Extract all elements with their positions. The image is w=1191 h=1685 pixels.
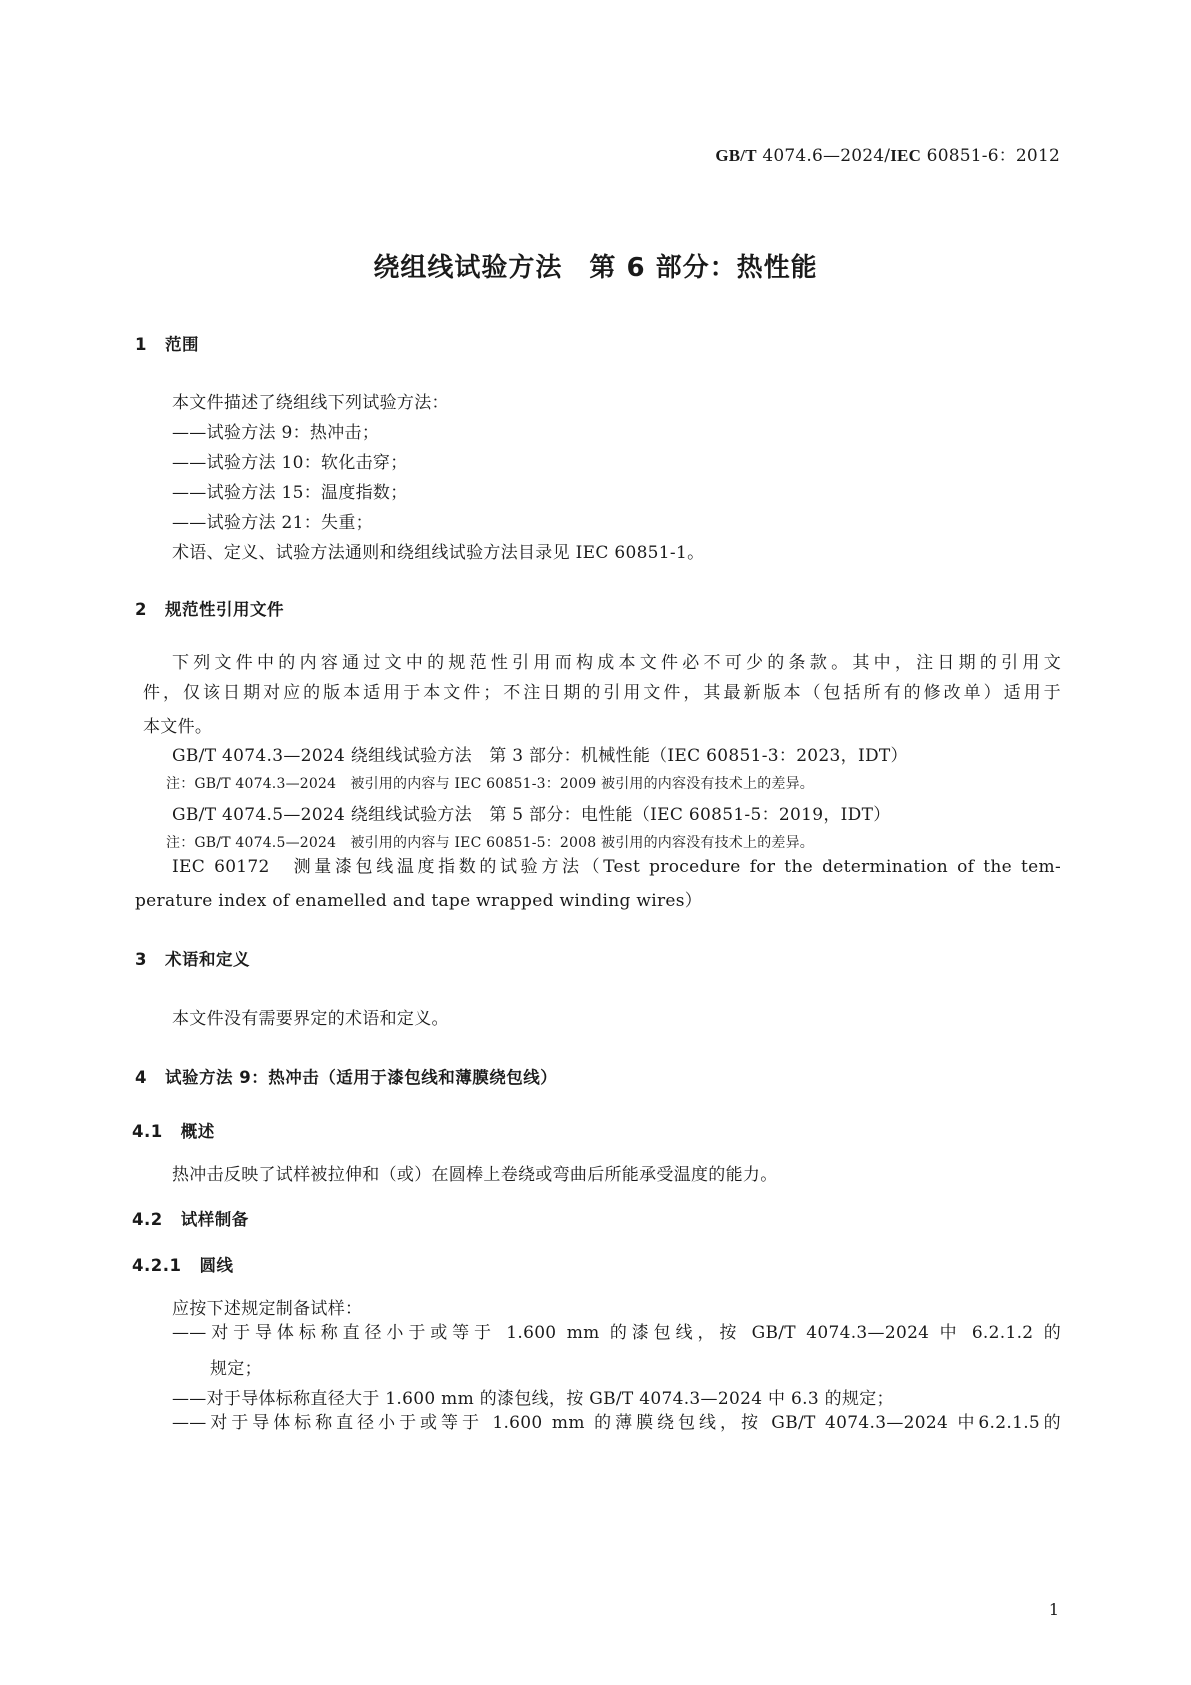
section-4-heading: 4 试验方法 9：热冲击（适用于漆包线和薄膜绕包线）	[135, 1068, 558, 1087]
document-title: 绕组线试验方法 第 6 部分：热性能	[373, 253, 818, 283]
list-item: ——试验方法 15：温度指数；	[172, 483, 408, 503]
reference-note: 注：GB/T 4074.5—2024 被引用的内容与 IEC 60851-5：2008 被引用的内容没有技术上的差异。	[166, 835, 815, 851]
section-1-intro: 本文件描述了绕组线下列试验方法：	[172, 393, 449, 413]
list-item: ——对于导体标称直径大于 1.600 mm 的漆包线，按 GB/T 4074.3—2024 中 6.3 的规定；	[172, 1389, 894, 1409]
reference-entry: GB/T 4074.5—2024 绕组线试验方法 第 5 部分：电性能（IEC 60851-5：2019，IDT）	[172, 805, 891, 825]
section-3-heading: 3 术语和定义	[135, 950, 250, 969]
section-4-1-heading: 4.1 概述	[132, 1122, 215, 1141]
section-4-2-1-intro: 应按下述规定制备试样：	[172, 1299, 363, 1319]
list-item: ——试验方法 9：热冲击；	[172, 423, 380, 443]
reference-entry-cont: perature index of enamelled and tape wrapped winding wires）	[135, 891, 703, 911]
section-4-2-1-heading: 4.2.1 圆线	[132, 1256, 234, 1275]
section-3-text: 本文件没有需要界定的术语和定义。	[172, 1009, 449, 1029]
list-item-cont: 规定；	[210, 1359, 262, 1379]
section-2-paragraph-line: 本文件。	[143, 717, 213, 737]
page-number: 1	[1048, 1600, 1059, 1619]
section-4-1-text: 热冲击反映了试样被拉伸和（或）在圆棒上卷绕或弯曲后所能承受温度的能力。	[172, 1165, 778, 1185]
section-1-closing: 术语、定义、试验方法通则和绕组线试验方法目录见 IEC 60851-1。	[172, 543, 705, 563]
section-1-heading: 1 范围	[135, 335, 199, 354]
section-2-heading: 2 规范性引用文件	[135, 600, 284, 619]
reference-note: 注：GB/T 4074.3—2024 被引用的内容与 IEC 60851-3：2009 被引用的内容没有技术上的差异。	[166, 776, 815, 792]
reference-entry: IEC 60172 测量漆包线温度指数的试验方法（Test procedure for the determination of the tem-	[172, 857, 1061, 877]
reference-entry: GB/T 4074.3—2024 绕组线试验方法 第 3 部分：机械性能（IEC 60851-3：2023，IDT）	[172, 746, 908, 766]
list-item: ——对于导体标称直径小于或等于 1.600 mm 的薄膜绕包线，按 GB/T 4074.3—2024 中6.2.1.5的	[172, 1413, 1061, 1433]
section-2-paragraph-line: 件，仅该日期对应的版本适用于本文件；不注日期的引用文件，其最新版本（包括所有的修改单）适用于	[143, 683, 1061, 703]
section-4-2-heading: 4.2 试样制备	[132, 1210, 249, 1229]
list-item: ——试验方法 10：软化击穿；	[172, 453, 408, 473]
standard-number: GB/T 4074.6—2024/IEC 60851-6：2012	[715, 146, 1060, 166]
section-2-paragraph-line: 下列文件中的内容通过文中的规范性引用而构成本文件必不可少的条款。其中，注日期的引用文	[172, 653, 1061, 673]
list-item: ——试验方法 21：失重；	[172, 513, 373, 533]
list-item: ——对于导体标称直径小于或等于 1.600 mm 的漆包线，按 GB/T 4074.3—2024 中 6.2.1.2 的	[172, 1323, 1061, 1343]
